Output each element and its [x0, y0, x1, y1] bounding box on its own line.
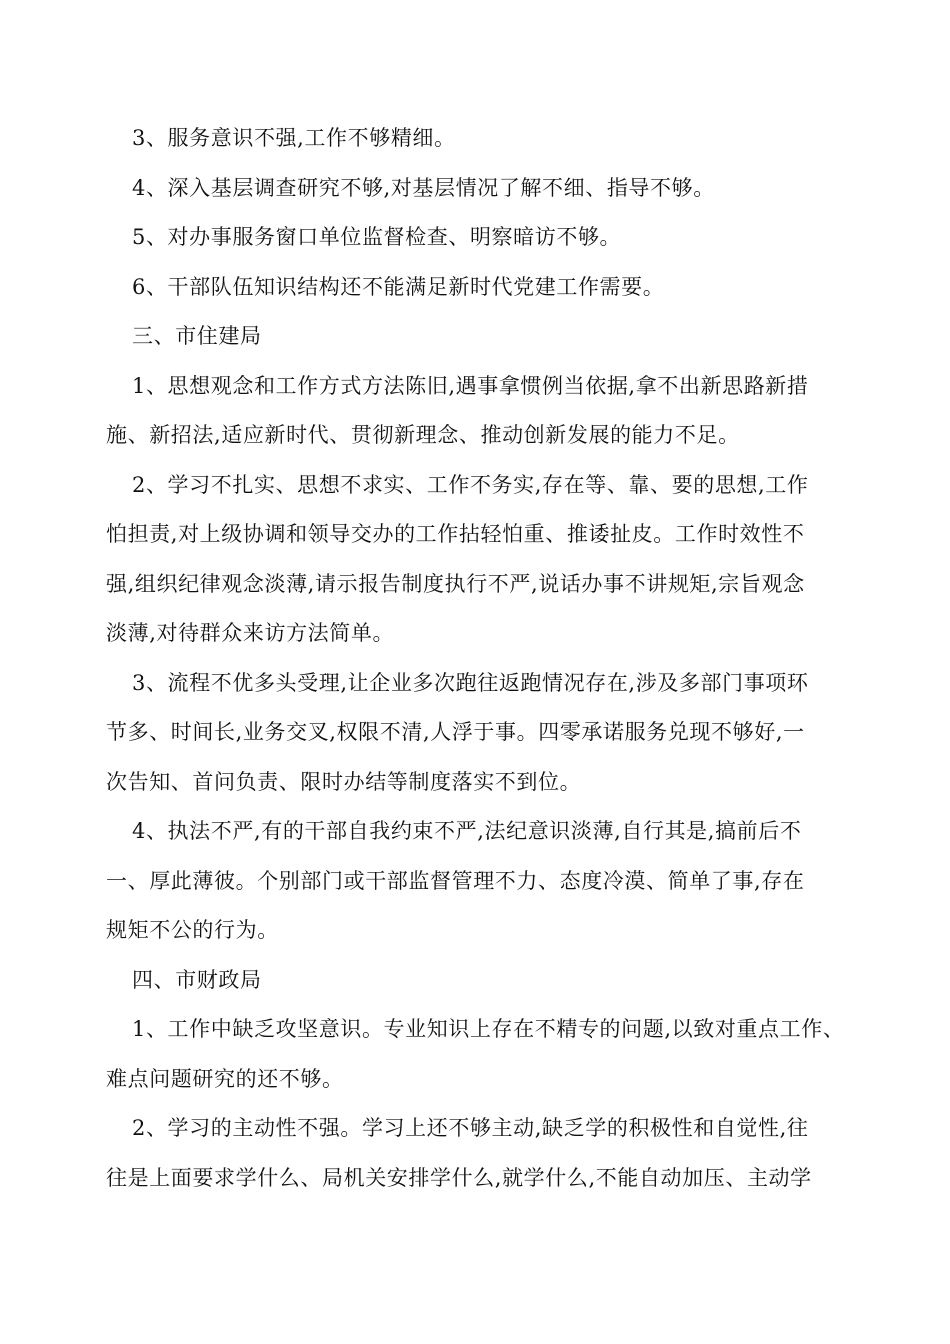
zhujian-item-3-line-3: 次告知、首问负责、限时办结等制度落实不到位。: [106, 769, 582, 794]
zhujian-item-2-line-4: 淡薄,对待群众来访方法简单。: [106, 621, 395, 645]
section-heading-caizheng: 四、市财政局: [132, 967, 262, 992]
zhujian-item-4-line-1: 4、执法不严,有的干部自我约束不严,法纪意识淡薄,自行其是,搞前后不: [132, 819, 802, 843]
zhujian-item-4-line-2: 一、厚此薄彼。个别部门或干部监督管理不力、态度冷漠、简单了事,存在: [106, 868, 805, 893]
paragraph-4-line-1: 4、深入基层调查研究不够,对基层情况了解不细、指导不够。: [132, 175, 715, 200]
zhujian-item-3-line-2: 节多、时间长,业务交叉,权限不清,人浮于事。四零承诺服务兑现不够好,一: [106, 720, 805, 744]
zhujian-item-2-line-2: 怕担责,对上级协调和领导交办的工作拈轻怕重、推诿扯皮。工作时效性不: [106, 522, 805, 546]
document-body: [106, 118, 866, 1207]
paragraph-6-line-1: 6、干部队伍知识结构还不能满足新时代党建工作需要。: [132, 274, 665, 299]
caizheng-item-1-line-1: 1、工作中缺乏攻坚意识。专业知识上存在不精专的问题,以致对重点工作、: [132, 1017, 845, 1041]
caizheng-item-2-line-2: 往是上面要求学什么、局机关安排学什么,就学什么,不能自动加压、主动学: [106, 1165, 812, 1190]
paragraph-5-line-1: 5、对办事服务窗口单位监督检查、明察暗访不够。: [132, 225, 622, 249]
zhujian-item-2-line-3: 强,组织纪律观念淡薄,请示报告制度执行不严,说话办事不讲规矩,宗旨观念: [106, 571, 805, 596]
caizheng-item-1-line-2: 难点问题研究的还不够。: [106, 1066, 344, 1091]
zhujian-item-1-line-2: 施、新招法,适应新时代、贯彻新理念、推动创新发展的能力不足。: [106, 423, 740, 447]
zhujian-item-4-line-3: 规矩不公的行为。: [106, 918, 279, 942]
section-heading-zhujian: 三、市住建局: [132, 324, 262, 348]
paragraph-3-line-1: 3、服务意识不强,工作不够精细。: [132, 126, 456, 150]
zhujian-item-3-line-1: 3、流程不优多头受理,让企业多次跑往返跑情况存在,涉及多部门事项环: [132, 670, 809, 695]
zhujian-item-2-line-1: 2、学习不扎实、思想不求实、工作不务实,存在等、靠、要的思想,工作: [132, 472, 809, 497]
zhujian-item-1-line-1: 1、思想观念和工作方式方法陈旧,遇事拿惯例当依据,拿不出新思路新措: [132, 373, 809, 398]
caizheng-item-2-line-1: 2、学习的主动性不强。学习上还不够主动,缺乏学的积极性和自觉性,往: [132, 1116, 809, 1140]
